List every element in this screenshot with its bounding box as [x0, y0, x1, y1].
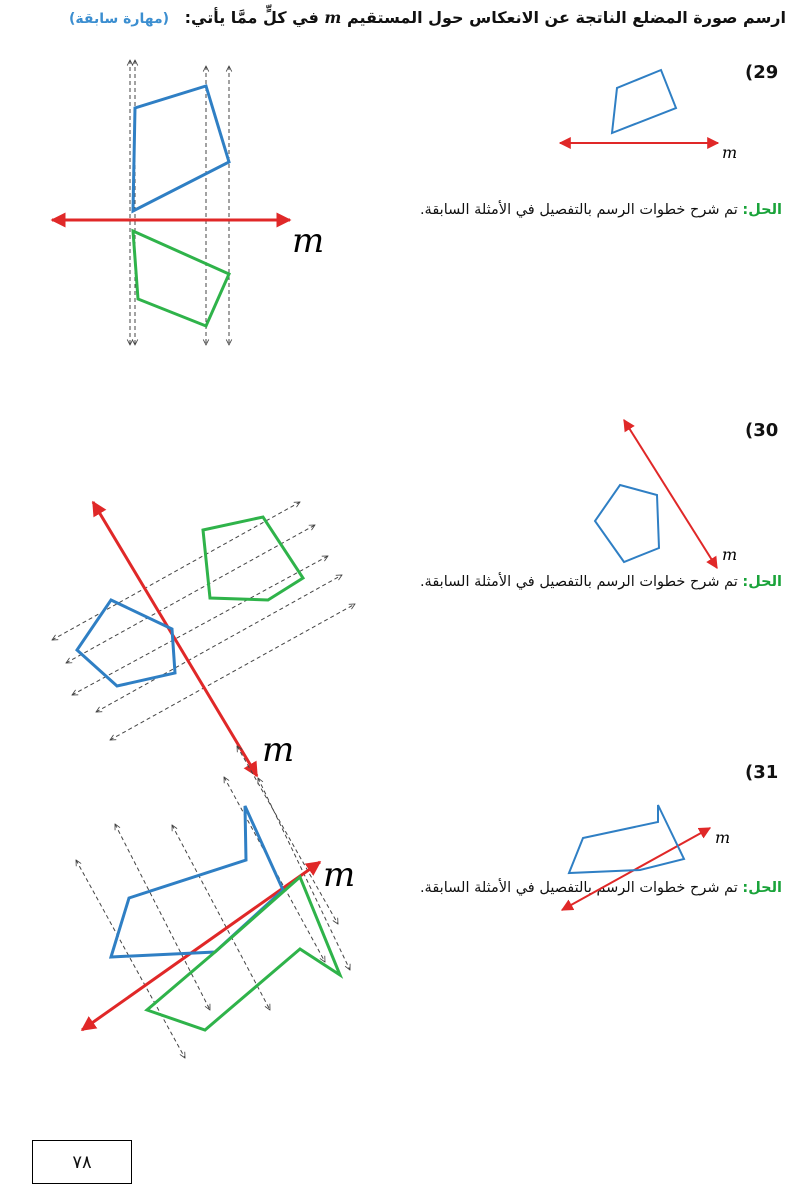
problem-29-solution-figure: [52, 60, 324, 345]
line-m-label: m: [262, 730, 295, 770]
line-m: [624, 420, 717, 568]
line-m: [562, 828, 710, 910]
problem-30-number: (30: [745, 420, 779, 441]
problem-31-number: (31: [745, 762, 779, 783]
line-m-label: m: [715, 828, 731, 847]
line-m-label: m: [292, 221, 325, 261]
solution-text: تم شرح خطوات الرسم بالتفصيل في الأمثلة السابقة.: [419, 202, 738, 218]
line-m: [82, 862, 320, 1030]
perpendicular-dashed-line: [237, 746, 338, 924]
line-m-label: m: [323, 855, 356, 895]
solution-text: تم شرح خطوات الرسم بالتفصيل في الأمثلة السابقة.: [419, 574, 738, 590]
original-polygon: [612, 70, 676, 133]
problem-30-solution-figure: [52, 502, 355, 776]
reflected-polygon: [133, 231, 229, 326]
page-number-text: ٧٨: [72, 1151, 92, 1173]
original-polygon: [595, 485, 659, 562]
instruction-text-2: في كلٍّ ممَّا يأتي:: [184, 8, 319, 27]
original-polygon: [111, 806, 283, 957]
reflected-polygon: [203, 517, 303, 600]
problem-31-given-figure: [562, 805, 730, 910]
perpendicular-dashed-line: [76, 860, 185, 1058]
instruction-variable: m: [324, 8, 342, 27]
instruction-text-1: ارسم صورة المضلع الناتجة عن الانعكاس حول المستقيم: [346, 8, 786, 27]
problem-30-given-figure: [595, 420, 737, 568]
problem-29-number: (29: [745, 62, 779, 83]
problem-31-solution-figure: [76, 746, 355, 1058]
problem-29-given-figure: [560, 70, 737, 162]
perpendicular-dashed-line: [110, 604, 355, 740]
skill-tag: (مهارة سابقة): [69, 11, 170, 27]
solution-label: الحل:: [742, 574, 782, 590]
line-m-label: m: [722, 545, 738, 564]
line-m-label: m: [722, 143, 738, 162]
line-m: [93, 502, 257, 776]
page-number: [32, 1140, 132, 1184]
solution-label: الحل:: [742, 880, 782, 896]
original-polygon: [569, 805, 684, 873]
perpendicular-dashed-line: [72, 556, 328, 695]
solution-label: الحل:: [742, 202, 782, 218]
perpendicular-dashed-line: [115, 824, 210, 1010]
solution-text: تم شرح خطوات الرسم بالتفصيل في الأمثلة السابقة.: [419, 880, 738, 896]
original-polygon: [133, 86, 229, 211]
